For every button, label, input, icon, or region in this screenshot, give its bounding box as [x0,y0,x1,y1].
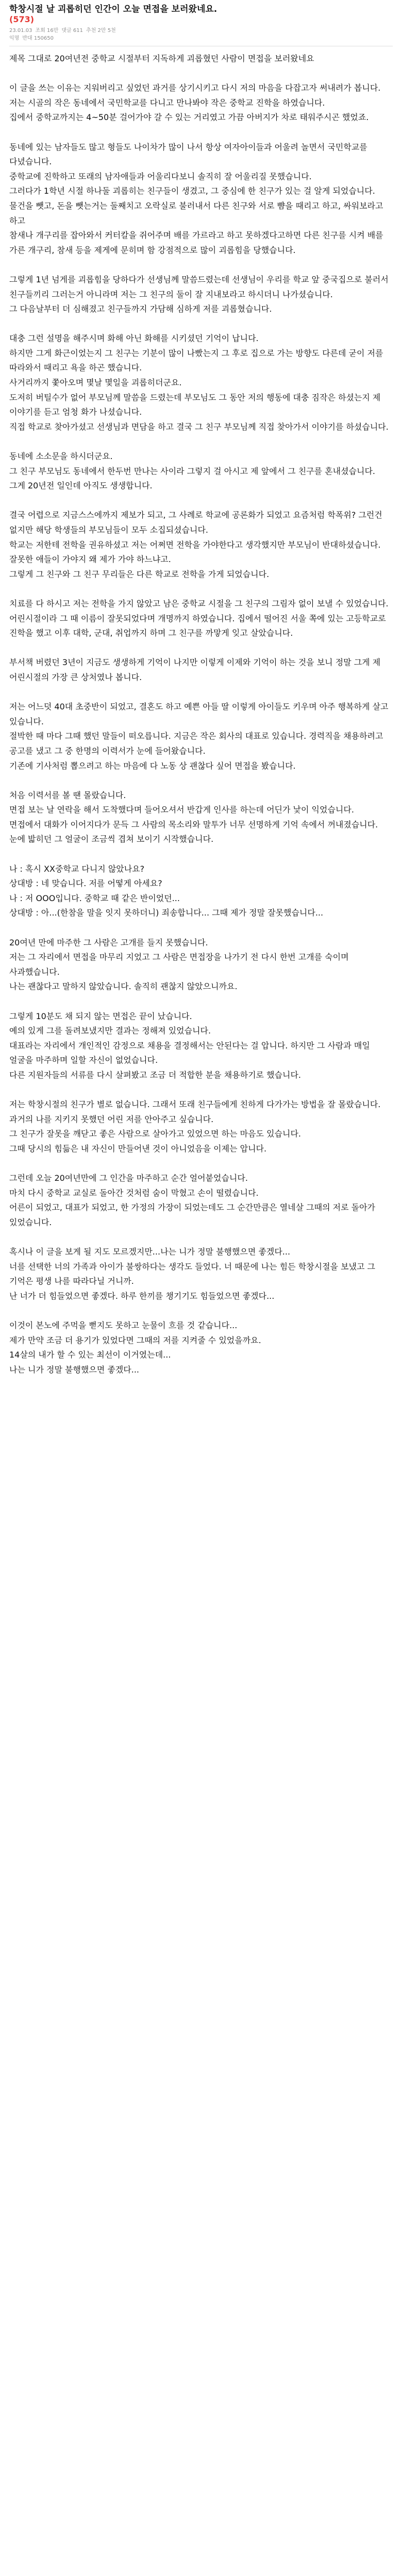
paragraph: 그렇게 10분도 채 되지 않는 면접은 끝이 났습니다. 예의 있게 그를 돌려보냈지만 결과는 정해져 있었습니다. 대표라는 자리에서 개인적인 감정으로 채용을 결정해서는 안된다는 걸 압니다. 하지만 그 사람과 매일 얼굴을 마주하며 일할 자신이 없었습니다. 다른 지원자들의 서류를 다시 살펴봤고 조금 더 적합한 분을 채용하기로 했습니다. [9,1011,370,1080]
paragraph: 이것이 본노에 주먹을 뻗지도 못하고 눈물이 흐를 것 같습니다... 제가 만약 조금 더 용기가 있었다면 그때의 저를 지켜줄 수 있었을까요. 14살의 내가 할 수 있는 최선이 이거였는데... 나는 니가 정말 불행했으면 좋겠다... [9,1320,261,1375]
post-views: 조회 16만 [35,28,59,33]
paragraph: 대충 그런 설명을 해주시며 화해 아닌 화해를 시키셨던 기억이 납니다. 하지만 그게 화근이었는지 그 친구는 기분이 많이 나빴는지 그 후로 집으로 가는 방향도 다른데 굳이 저를 따라와서 때리고 욕을 하곤 했습니다. 사거리까지 쫓아오며 몇날 몇일을 괴롭히더군요. 도저히 버틸수가 없어 부모님께 말씀을 드렸는데 부모님도 그 동안 저의 행동에 대충 짐작은 하셨는지 제 이야기를 듣고 엄청 화가 나셨습니다. 직접 학교로 찾아가셨고 선생님과 면담을 하고 결국 그 친구 부모님께 직접 찾아가서 이야기를 하셨습니다. [9,333,389,432]
paragraph: 결국 어렵으로 지금스스에까지 제보가 되고, 그 사례로 학교에 공론화가 되었고 요즘처럼 학폭위? 그런건 없지만 해당 학생들의 부모님들이 모두 소집되셨습니다. 학교는 저한테 전학을 권유하셨고 저는 어쩌면 전학을 가야한다고 생각했지만 부모님이 반대하셨습니다. 잘못한 애들이 가야지 왜 제가 가야 하느냐고. 그렇게 그 친구와 그 친구 무리들은 다른 학교로 전학을 가게 되었습니다. [9,510,382,579]
paragraph: 치료를 다 하시고 저는 전학을 가지 않았고 남은 중학교 시절을 그 친구의 그림자 없이 보낼 수 있었습니다. 어린시절이라 그 때 이름이 잘못되었다며 개명까지 하였습니다. 집에서 떨어진 서울 쪽에 있는 고등학교로 진학을 했고 이후 대학, 군대, 취업까지 하며 그 친구를 까맣게 잊고 살았습니다. [9,598,389,638]
paragraph: 처음 이력서를 볼 땐 몰랐습니다. 면접 보는 날 연락을 해서 도착했다며 들어오셔서 반갑게 인사를 하는데 어딘가 낯이 익었습니다. 면접에서 대화가 이어지다가 문득 그 사람의 목소리와 말투가 너무 선명하게 기억 속에서 꺼내졌습니다. 눈에 밟히던 그 얼굴이 조금씩 겹쳐 보이기 시작했습니다. [9,790,378,844]
post-dislike: 반대 150650 [22,36,54,41]
post-recommend: 추천 2만 5천 [86,28,116,33]
post-replies: 댓글 611 [61,28,83,33]
paragraph: 20여년 만에 마주한 그 사람은 고개를 들지 못했습니다. 저는 그 자리에서 면접을 마무리 지었고 그 사람은 면접장을 나가기 전 다시 한번 고개를 숙이며 사과했습니다. 나는 괜찮다고 말하지 않았습니다. 솔직히 괜찮지 않았으니까요. [9,937,349,992]
post-meta-2 [9,35,393,42]
paragraph: 그렇게 1년 넘게를 괴롭힘을 당하다가 선생님께 말씀드렸는데 선생님이 우리를 학교 앞 중국집으로 불러서 친구들끼리 그러는거 아니라며 저는 그 친구의 둘이 잘 지내보라고 하시더니 나가셨습니다. 그 다음날부터 더 심해졌고 친구들까지 가담해 심하게 저를 괴롭혔습니다. [9,274,389,314]
paragraph: 저는 학창시절의 친구가 별로 없습니다. 그래서 또래 친구들에게 친하게 다가가는 방법을 잘 몰랐습니다. 과거의 나를 지키지 못했던 어린 저를 안아주고 싶습니다. 그 친구가 잘못을 깨닫고 좋은 사람으로 살아가고 있었으면 하는 마음도 있습니다. 그때 당시의 힘듦은 내 자신이 만들어낸 것이 아니었음을 이제는 압니다. [9,1099,381,1154]
post-body [9,52,393,1377]
author-nickname[interactable]: 익명 [9,36,20,41]
paragraph: 동네에 있는 남자들도 많고 형들도 나이차가 많이 나서 항상 여자아이들과 어울려 놀면서 국민학교를 다녔습니다. 중학교에 진학하고 또래의 남자애들과 어울리다보니 솔직히 잘 어울리질 못했습니다. 그러다가 1학년 시절 하나둘 괴롭히는 친구들이 생겼고, 그 중심에 한 친구가 있는 걸 알게 되었습니다. 물건을 뺏고, 돈을 뺏는거는 둘째치고 오락실로 불러내서 다른 친구와 서로 뺨을 때리고 하고, 싸워보라고 하고 참새나 개구리를 잡아와서 커터칼을 쥐어주며 배를 가르라고 하고 못하겠다고하면 다른 친구를 시켜 배를 가른 개구리, 참새 등을 제게에 문히며 함 강점적으로 많이 괴롭힘을 당했습니다. [9,142,383,255]
paragraph: 부서책 버렸던 3년이 지금도 생생하게 기억이 나지만 이렇게 이제와 기억이 하는 것을 보니 정말 그게 제 어린시절의 가장 큰 상처였나 봅니다. [9,657,383,682]
paragraph: 제목 그대로 20여년전 중학교 시절부터 지독하게 괴롭혔던 사람이 면접을 보러왔네요 [9,54,314,63]
paragraph: 이 글을 쓰는 이유는 지워버리고 싶었던 과거를 상기시키고 다시 저의 마음을 다잡고자 써내려가 봅니다. 저는 시골의 작은 동네에서 국민학교를 다니고 만나봐야 작은 중학교 진학을 하였습니다. 집에서 중학교까지는 4~50분 걸어가야 갈 수 있는 거리였고 가끔 아버지가 차로 태워주시곤 했었죠. [9,83,381,123]
post-title: 학창시절 날 괴롭히던 인간이 오늘 면접을 보러왔네요. [9,4,217,14]
comment-count[interactable]: (573) [9,14,35,24]
post-meta [9,27,393,34]
paragraph: 혹시나 이 글을 보게 될 지도 모르겠지만...나는 니가 정말 불행했으면 좋겠다... 너를 선택한 너의 가족과 아이가 불쌍하다는 생각도 들었다. 너 때문에 나는 힘든 학창시절을 보냈고 그 기억은 평생 나를 따라다닐 거니까. 난 너가 더 힘들었으면 좋겠다. 하루 한끼를 챙기기도 힘들었으면 좋겠다... [9,1247,375,1301]
paragraph: 동네에 소소문을 하시더군요. 그 친구 부모님도 동네에서 한두번 만나는 사이라 그렇지 걸 아시고 제 앞에서 그 친구를 혼내셨습니다. 그게 20년전 일인데 아직도 생생합니다. [9,451,375,491]
paragraph: 그런데 오늘 20여년만에 그 인간을 마주하고 순간 얼어붙었습니다. 마치 다시 중학교 교실로 돌아간 것처럼 숨이 막혔고 손이 떨렸습니다. 어른이 되었고, 대표가 되었고, 한 가정의 가장이 되었는데도 그 순간만큼은 열네살 그때의 저로 돌아가 있었습니다. [9,1173,375,1227]
paragraph: 나 : 혹시 XX중학교 다니지 않았나요? 상대방 : 네 맞습니다. 저를 어떻게 아세요? 나 : 저 OOO입니다. 중학교 때 같은 반이었던... 상대방 : 아...(한참을 말을 잇지 못하더니) 죄송합니다... 그때 제가 정말 잘못했습니다... [9,863,324,918]
paragraph: 저는 어느덧 40대 초중반이 되었고, 결혼도 하고 예쁜 아들 딸 이렇게 아이들도 키우며 아주 행복하게 살고 있습니다. 절박한 때 마다 그때 했던 말들이 떠오릅니다. 지금은 작은 회사의 대표로 있습니다. 경력직을 채용하려고 공고를 냈고 그 중 한명의 이력서가 눈에 들어왔습니다. 기존에 기사처럼 뽑으려고 하는 마음에 다 노동 상 괜찮다 싶어 면접을 봤습니다. [9,702,389,771]
post-date: 23.01.03 [9,28,32,33]
post-header [9,0,393,42]
